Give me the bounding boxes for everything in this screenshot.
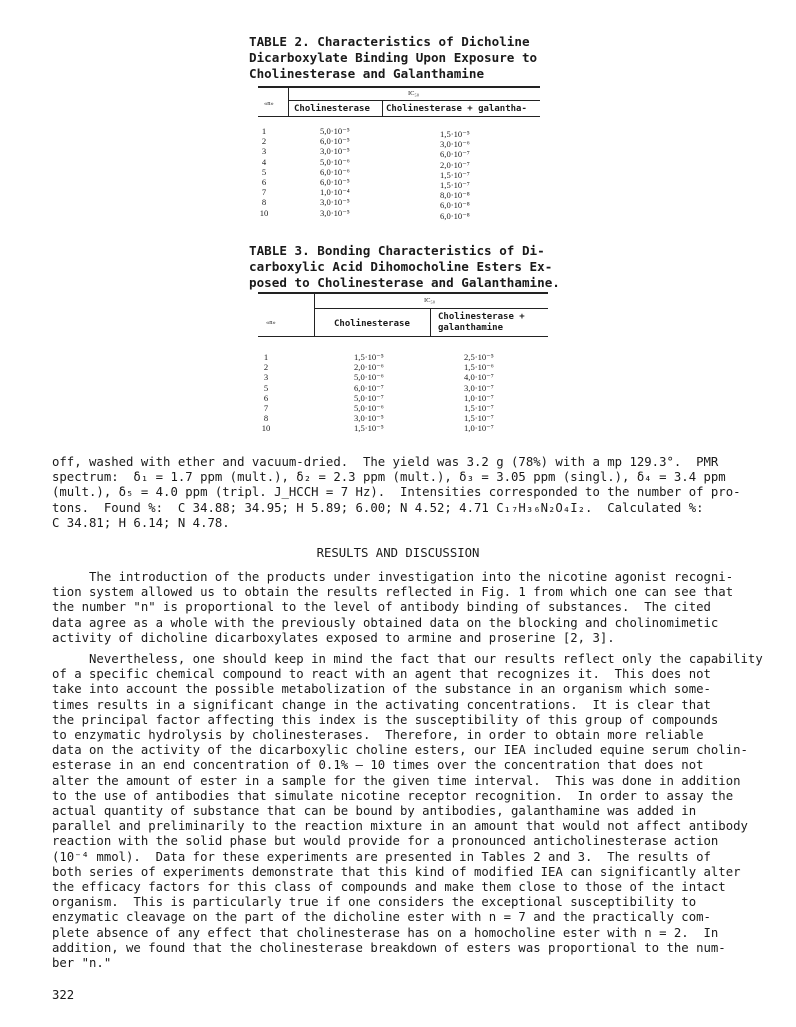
table-cell: 5,0·10⁻⁵ bbox=[320, 126, 350, 136]
table3-col-ic-header: IC₅₀ bbox=[424, 297, 436, 304]
table2-col-a-header: Cholinesterase bbox=[294, 104, 370, 114]
table3-col-n-header: «n» bbox=[266, 319, 276, 326]
table-cell: 1 bbox=[263, 352, 269, 362]
table3-col-a-header: Cholinesterase bbox=[334, 319, 410, 329]
table3-n-column bbox=[254, 352, 278, 434]
table2-sub-rule bbox=[288, 100, 540, 101]
table-cell: 10 bbox=[259, 207, 269, 218]
table-cell: 1,5·10⁻⁵ bbox=[440, 129, 470, 139]
table-cell: 6,0·10⁻⁵ bbox=[320, 177, 350, 188]
table2-col-ic-header: IC₅₀ bbox=[408, 90, 420, 97]
table2-a-column bbox=[320, 126, 350, 218]
table-cell: 1,5·10⁻⁶ bbox=[464, 362, 494, 373]
table2-caption: TABLE 2. Characteristics of Dicholine Dicarboxylate Binding Upon Exposure to Cholinesterase and Galanthamine bbox=[249, 34, 538, 81]
table3-header-rule bbox=[258, 336, 548, 337]
table3-divider-2 bbox=[430, 308, 431, 336]
table-cell: 5,0·10⁻⁶ bbox=[354, 403, 384, 414]
table2 bbox=[258, 86, 540, 226]
table-cell: 1 bbox=[261, 126, 267, 136]
table-cell: 7 bbox=[263, 403, 269, 414]
table2-header-rule bbox=[258, 116, 540, 117]
table2-divider-2 bbox=[382, 100, 383, 116]
table-cell: 2,0·10⁻⁶ bbox=[354, 362, 384, 373]
table2-b-column bbox=[440, 129, 470, 221]
table-cell: 3,0·10⁻⁵ bbox=[320, 207, 350, 218]
table3-divider-1 bbox=[314, 292, 315, 336]
page-number: 322 bbox=[52, 988, 75, 1002]
table2-n-column bbox=[252, 126, 276, 218]
table-cell: 1,5·10⁻⁷ bbox=[464, 403, 494, 414]
table-cell: 6,0·10⁻⁶ bbox=[320, 166, 350, 177]
section-heading: RESULTS AND DISCUSSION bbox=[316, 546, 480, 560]
table2-col-b-header: Cholinesterase + galantha- bbox=[386, 104, 527, 114]
table-cell: 6 bbox=[263, 392, 269, 403]
table2-top-rule bbox=[258, 86, 540, 88]
table-cell: 1,0·10⁻⁷ bbox=[464, 392, 494, 403]
table-cell: 3,0·10⁻⁵ bbox=[320, 197, 350, 208]
table3-b-column bbox=[464, 352, 494, 434]
table-cell: 6,0·10⁻⁷ bbox=[354, 382, 384, 393]
table2-divider-1 bbox=[288, 86, 289, 116]
table3-col-b-header-2: galanthamine bbox=[438, 323, 504, 333]
table-cell: 5,0·10⁻⁶ bbox=[354, 372, 384, 383]
table-cell: 6,0·10⁻⁷ bbox=[440, 149, 470, 160]
table-cell: 3 bbox=[263, 372, 269, 383]
table-cell: 1,5·10⁻⁵ bbox=[354, 423, 384, 434]
table-cell: 3 bbox=[261, 146, 267, 157]
table-cell: 2 bbox=[261, 136, 267, 147]
table-cell: 3,0·10⁻⁷ bbox=[464, 382, 494, 393]
table-cell: 5,0·10⁻⁶ bbox=[320, 156, 350, 167]
table-cell: 4 bbox=[261, 156, 267, 167]
table-cell: 1,5·10⁻⁷ bbox=[440, 180, 470, 191]
table-cell: 1,5·10⁻⁷ bbox=[464, 413, 494, 424]
table3-col-b-header-1: Cholinesterase + bbox=[438, 312, 525, 322]
table3 bbox=[258, 292, 548, 442]
table-cell: 2,0·10⁻⁷ bbox=[440, 159, 470, 170]
table-cell: 5 bbox=[263, 382, 269, 393]
table-cell: 1,5·10⁻⁵ bbox=[354, 352, 384, 362]
table2-col-n-header: «n» bbox=[264, 100, 274, 107]
table-cell: 5,0·10⁻⁷ bbox=[354, 392, 384, 403]
table-cell: 3,0·10⁻⁵ bbox=[354, 413, 384, 424]
results-paragraph-2: Nevertheless, one should keep in mind the fact that our results reflect only the capability of a specific chemical compound to react with an agent that recognizes it. This does not take into account the possible metabolization of the substance in an organism which some- times results in a significant change in the activating concentrations. It is clear that the principal factor affecting this index is the susceptibility of this group of compounds to enzymatic hydrolysis by cholinesterases. Therefore, in order to obtain more reliable data on the activity of the dicarboxylic choline esters, our IEA included equine serum cholin- esterase in an end concentration of 0.1% — 10 times over the concentration that does not alter the amount of ester in a sample for the given time interval. This was done in addition to the use of antibodies that simulate nicotine receptor recognition. In order to assay the actual quantity of substance that can be bound by antibodies, galanthamine was added in parallel and preliminarily to the reaction mixture in an amount that would not affect antibody reaction with the solid phase but would provide for a pronounced anticholinesterase action (10⁻⁴ mmol). Data for these experiments are presented in Tables 2 and 3. The results of both series of experiments demonstrate that this kind of modified IEA can significantly alter the efficacy factors for this class of compounds and make them close to those of the intact organism. This is particularly true if one considers the exceptional susceptibility to enzymatic cleavage on the part of the dicholine ester with n = 7 and the practically com- plete absence of any effect that cholinesterase has on a homocholine ester with n = 2. In addition, we found that the cholinesterase breakdown of esters was proportional to the num- ber "n." bbox=[52, 652, 763, 971]
table-cell: 6,0·10⁻⁵ bbox=[320, 136, 350, 147]
table-cell: 5 bbox=[261, 166, 267, 177]
table3-a-column bbox=[354, 352, 384, 434]
table-cell: 4,0·10⁻⁷ bbox=[464, 372, 494, 383]
table-cell: 2 bbox=[263, 362, 269, 373]
experimental-paragraph: off, washed with ether and vacuum-dried. The yield was 3.2 g (78%) with a mp 129.3°. PMR spectrum: δ₁ = 1.7 ppm (mult.), δ₂ = 2.3 ppm (mult.), δ₃ = 3.05 ppm (singl.), δ₄ = 3.4 ppm (mult.), δ₅ = 4.0 ppm (tripl. J_HCCH = 7 Hz). Intensities corresponded to the number of pro- tons. Found %: C 34.88; 34.95; H 5.89; 6.00; N 4.52; 4.71 C₁₇H₃₆N₂O₄I₂. Calculated %: C 34.81; H 6.14; N 4.78. bbox=[52, 455, 741, 530]
table3-caption: TABLE 3. Bonding Characteristics of Di- carboxylic Acid Dihomocholine Esters Ex- posed to Cholinesterase and Galanthamine. bbox=[249, 243, 560, 290]
table-cell: 3,0·10⁻⁵ bbox=[320, 146, 350, 157]
results-paragraph-1: The introduction of the products under investigation into the nicotine agonist recogni- tion system allowed us to obtain the results reflected in Fig. 1 from which one can see that the number "n" is proportional to the level of antibody binding of substances. The cited data agree as a whole with the previously obtained data on the blocking and cholinomimetic activity of dicholine dicarboxylates exposed to armine and proserine [2, 3]. bbox=[52, 570, 734, 645]
table-cell: 1,0·10⁻⁷ bbox=[464, 423, 494, 434]
table3-sub-rule bbox=[314, 308, 548, 309]
table-cell: 10 bbox=[261, 423, 271, 434]
table-cell: 2,5·10⁻⁵ bbox=[464, 352, 494, 362]
table-cell: 6,0·10⁻⁸ bbox=[440, 200, 470, 211]
table-cell: 8 bbox=[263, 413, 269, 424]
table-cell: 1,5·10⁻⁷ bbox=[440, 169, 470, 180]
table3-top-rule bbox=[258, 292, 548, 294]
table-cell: 1,0·10⁻⁴ bbox=[320, 187, 350, 198]
table-cell: 7 bbox=[261, 187, 267, 198]
table-cell: 8,0·10⁻⁸ bbox=[440, 190, 470, 201]
table-cell: 6,0·10⁻⁸ bbox=[440, 210, 470, 221]
table-cell: 8 bbox=[261, 197, 267, 208]
table-cell: 3,0·10⁻⁶ bbox=[440, 139, 470, 150]
table-cell: 6 bbox=[261, 177, 267, 188]
